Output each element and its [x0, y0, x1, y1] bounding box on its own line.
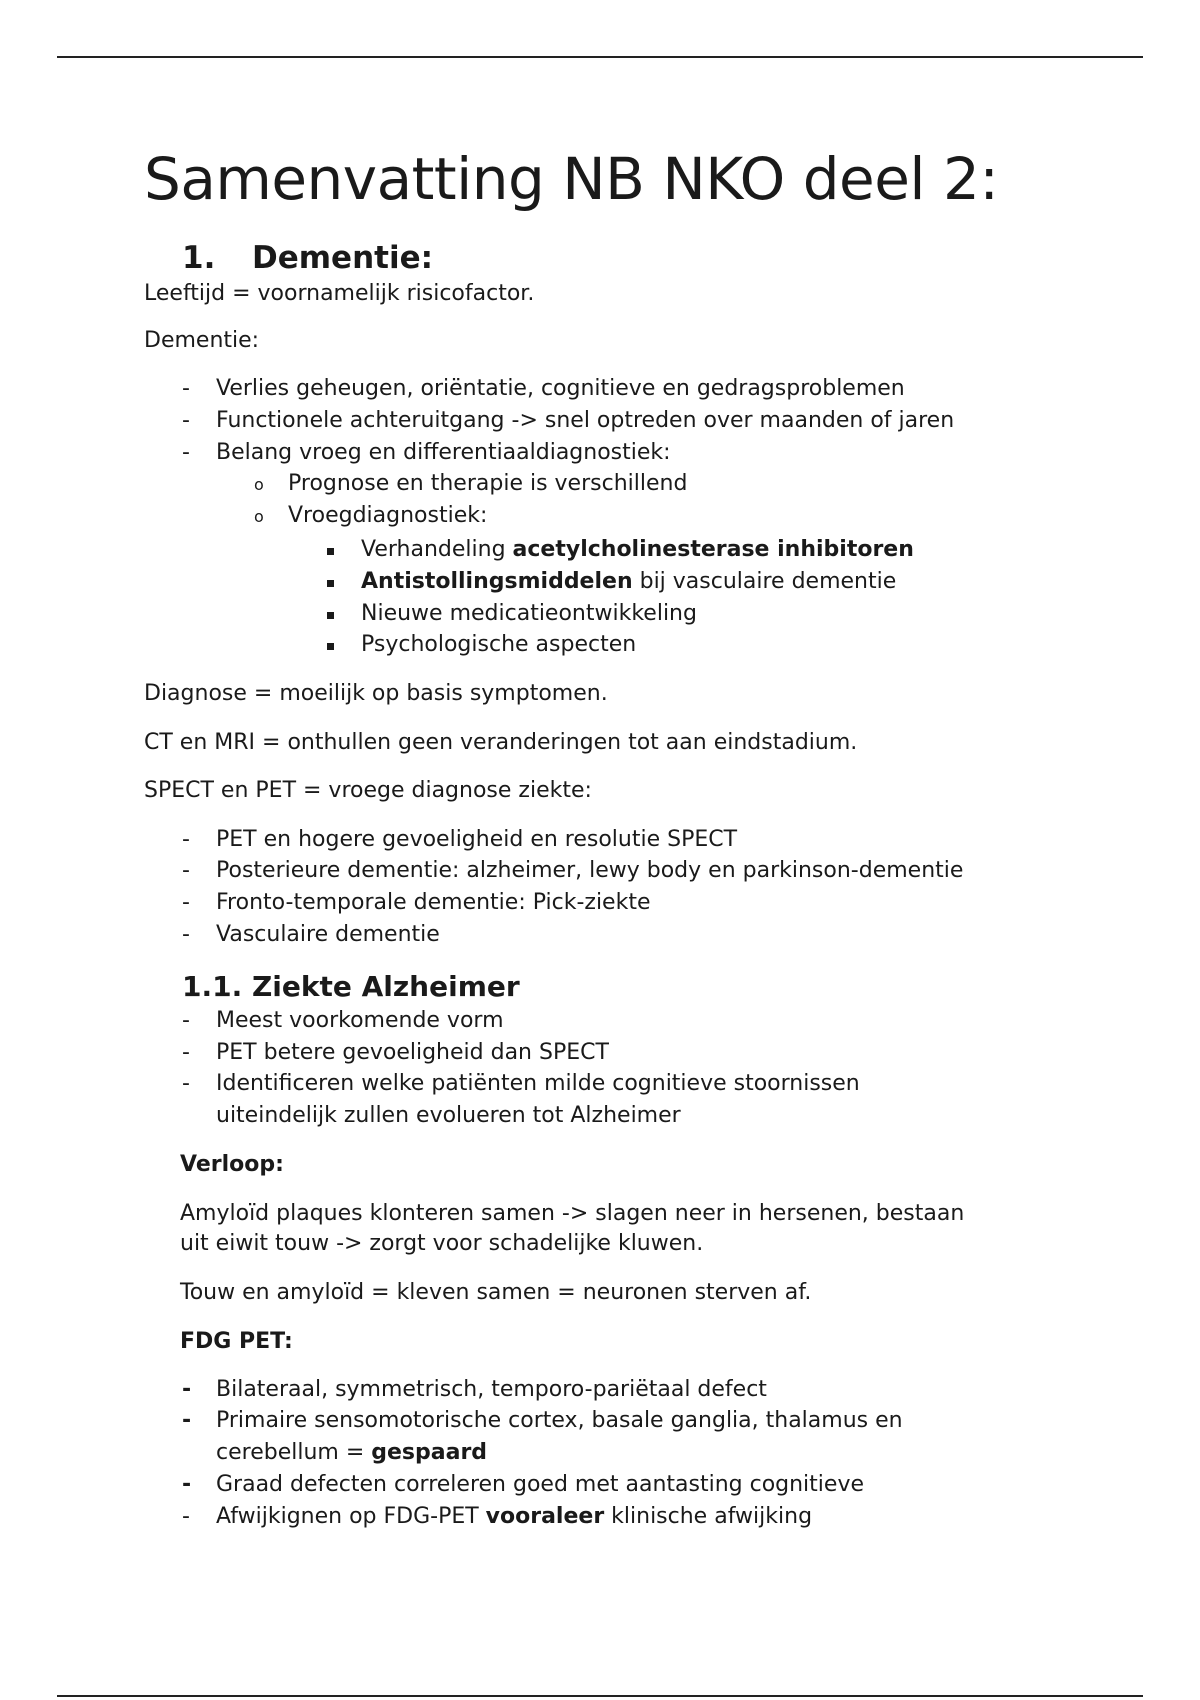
dash-bullet: - — [182, 408, 190, 433]
list-item: Functionele achteruitgang -> snel optreden over maanden of jaren — [216, 408, 955, 433]
list-item: Fronto-temporale dementie: Pick-ziekte — [216, 890, 651, 915]
subsection-heading: 1.1. Ziekte Alzheimer — [182, 970, 520, 1003]
paragraph: Amyloïd plaques klonteren samen -> slagen neer in hersenen, bestaan — [180, 1201, 965, 1226]
dash-bullet: - — [182, 922, 190, 947]
label-verloop: Verloop: — [180, 1152, 284, 1177]
list-item: Afwijkignen op FDG-PET vooraleer klinische afwijking — [216, 1504, 813, 1529]
list-item: Belang vroeg en differentiaaldiagnostiek: — [216, 440, 671, 465]
paragraph: Dementie: — [144, 328, 260, 353]
dash-bullet: - — [182, 890, 190, 915]
dash-bullet: - — [182, 1408, 192, 1433]
square-bullet — [327, 643, 334, 650]
list-item: Nieuwe medicatieontwikkeling — [361, 601, 697, 626]
list-item: Verhandeling acetylcholinesterase inhibitoren — [361, 537, 914, 562]
square-bullet — [327, 580, 334, 587]
list-item: Verlies geheugen, oriëntatie, cognitieve en gedragsproblemen — [216, 376, 905, 401]
list-item: Bilateraal, symmetrisch, temporo-pariëtaal defect — [216, 1377, 767, 1402]
list-item: PET en hogere gevoeligheid en resolutie SPECT — [216, 827, 738, 852]
section-heading: Dementie: — [252, 240, 434, 276]
list-item-continued: uiteindelijk zullen evolueren tot Alzheimer — [216, 1103, 681, 1128]
page-title: Samenvatting NB NKO deel 2: — [144, 145, 999, 213]
paragraph: Diagnose = moeilijk op basis symptomen. — [144, 681, 608, 706]
list-item: Identificeren welke patiënten milde cognitieve stoornissen — [216, 1071, 860, 1096]
dash-bullet: - — [182, 1504, 190, 1529]
bottom-rule — [57, 1695, 1143, 1697]
list-item: Primaire sensomotorische cortex, basale ganglia, thalamus en — [216, 1408, 903, 1433]
top-rule — [57, 56, 1143, 58]
paragraph: SPECT en PET = vroege diagnose ziekte: — [144, 778, 592, 803]
list-item: PET betere gevoeligheid dan SPECT — [216, 1040, 609, 1065]
list-item: Vasculaire dementie — [216, 922, 440, 947]
dash-bullet: - — [182, 440, 190, 465]
list-item: Meest voorkomende vorm — [216, 1008, 504, 1033]
list-item-continued: cerebellum = gespaard — [216, 1440, 488, 1465]
square-bullet — [327, 612, 334, 619]
list-item: Posterieure dementie: alzheimer, lewy body en parkinson-dementie — [216, 858, 964, 883]
dash-bullet: - — [182, 858, 190, 883]
dash-bullet: - — [182, 1040, 190, 1065]
paragraph: Touw en amyloïd = kleven samen = neuronen sterven af. — [180, 1280, 812, 1305]
list-item: Vroegdiagnostiek: — [288, 503, 488, 528]
dash-bullet: - — [182, 1377, 192, 1402]
paragraph: Leeftijd = voornamelijk risicofactor. — [144, 281, 535, 306]
square-bullet — [327, 548, 334, 555]
dash-bullet: - — [182, 1071, 190, 1096]
list-item: Antistollingsmiddelen bij vasculaire dementie — [361, 569, 897, 594]
label-fdg-pet: FDG PET: — [180, 1329, 293, 1354]
circle-bullet: o — [254, 507, 264, 526]
dash-bullet: - — [182, 1008, 190, 1033]
dash-bullet: - — [182, 827, 190, 852]
list-item: Graad defecten correleren goed met aantasting cognitieve — [216, 1472, 865, 1497]
circle-bullet: o — [254, 475, 264, 494]
list-item: Prognose en therapie is verschillend — [288, 471, 688, 496]
paragraph: CT en MRI = onthullen geen veranderingen tot aan eindstadium. — [144, 730, 858, 755]
section-number: 1. — [182, 240, 216, 276]
dash-bullet: - — [182, 376, 190, 401]
list-item: Psychologische aspecten — [361, 632, 637, 657]
paragraph: uit eiwit touw -> zorgt voor schadelijke kluwen. — [180, 1231, 704, 1256]
dash-bullet: - — [182, 1472, 192, 1497]
